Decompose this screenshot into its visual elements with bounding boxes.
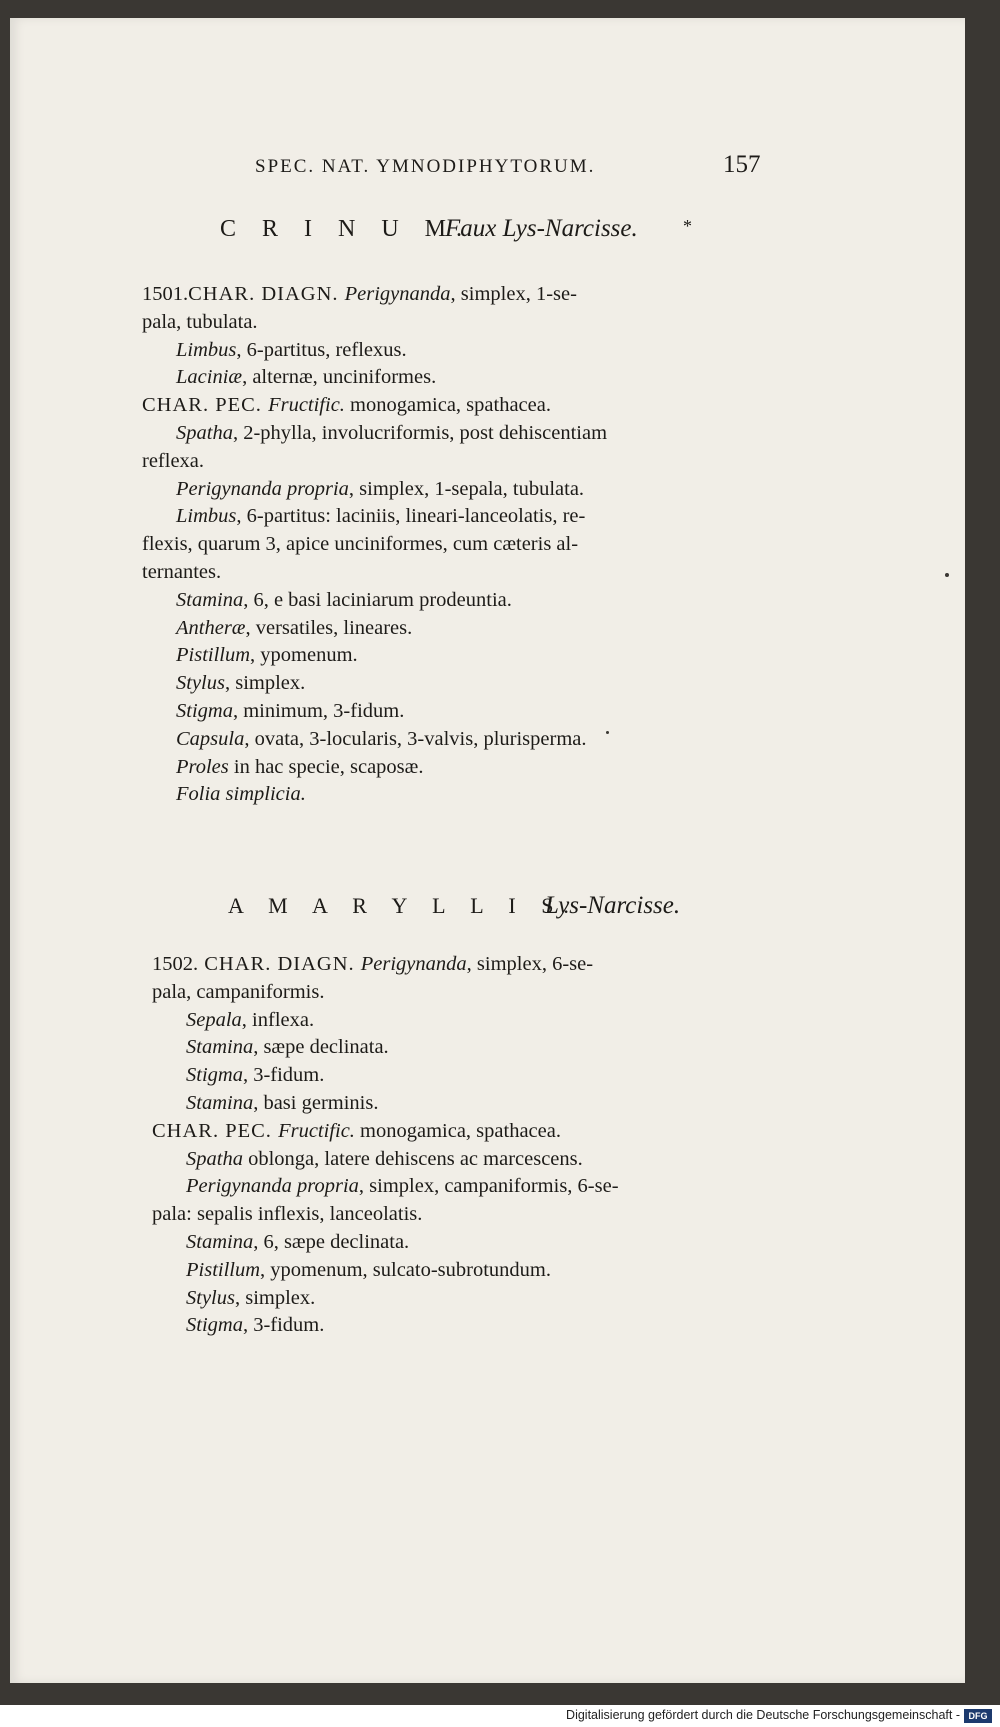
description: , simplex, 1-se-	[450, 283, 577, 305]
term: Fructific.	[268, 394, 345, 417]
section-title-amaryllis: A M A R Y L L I S.	[228, 893, 579, 918]
term: Perigynanda	[360, 953, 467, 975]
description: , inflexa.	[241, 1008, 315, 1031]
text-line	[176, 419, 607, 447]
text-line	[142, 530, 578, 558]
description: , versatiles, lineares.	[245, 616, 413, 639]
line-text: pala: sepalis inflexis, lanceolatis.	[152, 1203, 423, 1226]
ink-speck	[606, 731, 609, 734]
term: Stamina	[186, 1092, 254, 1114]
term: Antheræ	[176, 616, 246, 639]
section-vernacular-crinum: Faux Lys-Narcisse.	[445, 215, 638, 242]
text-line	[176, 336, 407, 364]
book-page	[10, 18, 965, 1683]
description: , 6-partitus, reflexus.	[236, 338, 407, 361]
entry-number: 1501.	[142, 283, 189, 305]
text-line	[142, 308, 258, 336]
text-line	[186, 1284, 315, 1312]
text-line	[176, 780, 306, 808]
term: Stamina	[186, 1036, 254, 1059]
text-line	[186, 1311, 324, 1339]
section-title-crinum: C R I N U M.	[220, 216, 473, 242]
text-line	[186, 1061, 324, 1089]
description: monogamica, spathacea.	[344, 394, 551, 417]
line-text: ternantes.	[142, 561, 222, 583]
text-line	[176, 669, 305, 697]
running-head-title: SPEC. NAT. YMNODIPHYTORUM.	[255, 156, 596, 177]
text-line	[186, 1006, 314, 1034]
text-line	[152, 950, 593, 978]
term: Stigma	[186, 1314, 243, 1337]
char-label: CHAR. DIAGN.	[198, 953, 361, 975]
term: Limbus	[176, 338, 237, 361]
term: Proles	[176, 755, 229, 778]
text-line	[186, 1172, 619, 1200]
description: , simplex, campaniformis, 6-se-	[358, 1175, 619, 1198]
asterisk-mark: *	[683, 216, 692, 236]
description: , 6, sæpe declinata.	[253, 1231, 410, 1253]
text-line	[176, 363, 436, 391]
description: , simplex, 6-se-	[466, 953, 594, 975]
description: , 6-partitus: laciniis, lineari-lanceolatis, re-	[236, 505, 586, 528]
text-line	[142, 280, 577, 308]
text-line	[152, 978, 324, 1006]
description: , minimum, 3-fidum.	[232, 700, 405, 722]
line-text: pala, tubulata.	[142, 310, 258, 333]
term: Stylus	[176, 672, 225, 695]
description: , simplex.	[224, 672, 306, 695]
term: Limbus	[176, 505, 237, 528]
description: , ypomenum.	[250, 644, 358, 667]
text-line	[186, 1228, 409, 1256]
description: , basi germinis.	[253, 1092, 379, 1114]
term: Pistillum	[186, 1258, 261, 1281]
description: monogamica, spathacea.	[354, 1119, 561, 1142]
text-line	[176, 697, 404, 725]
description: in hac specie, scaposæ.	[228, 755, 424, 778]
description: , simplex.	[234, 1286, 316, 1309]
section-vernacular-amaryllis: Lys-Narcisse.	[545, 892, 681, 919]
dfg-logo: DFG	[964, 1709, 992, 1723]
text-line	[176, 586, 512, 614]
entry-number: 1502.	[152, 953, 199, 975]
term: Capsula	[176, 727, 245, 750]
text-line	[176, 502, 585, 530]
page-number: 157	[723, 151, 761, 178]
text-line	[142, 447, 204, 475]
char-label: CHAR. PEC.	[152, 1119, 279, 1142]
term: Stamina	[176, 588, 244, 611]
text-line	[186, 1145, 583, 1173]
text-line	[186, 1089, 378, 1117]
text-line	[176, 614, 412, 642]
description: , 6, e basi laciniarum prodeuntia.	[243, 588, 512, 611]
term: Spatha	[186, 1147, 243, 1170]
description: oblonga, latere dehiscens ac marcescens.	[242, 1147, 583, 1170]
description: , ovata, 3-locularis, 3-valvis, plurisperma.	[244, 727, 587, 750]
term: Stigma	[186, 1064, 243, 1087]
description: , alternæ, unciniformes.	[242, 366, 437, 389]
text-line	[176, 641, 358, 669]
text-line	[186, 1256, 551, 1284]
description: , 2-phylla, involucriformis, post dehiscentiam	[232, 422, 608, 444]
term: Perigynanda	[344, 283, 451, 305]
term: Stylus	[186, 1286, 235, 1309]
term: Perigynanda propria	[186, 1175, 359, 1198]
text-line	[152, 1117, 561, 1145]
term: Perigynanda propria	[176, 477, 349, 500]
footer-bar	[0, 1705, 1000, 1727]
term: Sepala	[186, 1008, 242, 1031]
text-line	[142, 558, 221, 586]
char-label: CHAR. DIAGN.	[188, 283, 345, 305]
text-line	[186, 1033, 389, 1061]
term: Stamina	[186, 1231, 254, 1253]
line-text: flexis, quarum 3, apice unciniformes, cum cæteris al-	[142, 533, 579, 556]
text-line	[176, 725, 587, 753]
text-line	[176, 475, 584, 503]
description: , simplex, 1-sepala, tubulata.	[348, 477, 585, 500]
line-text: pala, campaniformis.	[152, 980, 325, 1003]
term: Folia simplicia.	[176, 783, 306, 806]
description: , sæpe declinata.	[253, 1036, 389, 1059]
description: , 3-fidum.	[242, 1064, 325, 1087]
term: Fructific.	[278, 1119, 355, 1142]
char-label: CHAR. PEC.	[142, 394, 269, 417]
line-text: reflexa.	[142, 449, 205, 472]
text-line	[176, 753, 423, 781]
description: , ypomenum, sulcato-subrotundum.	[260, 1258, 552, 1281]
term: Laciniæ	[176, 366, 243, 389]
term: Spatha	[176, 422, 233, 444]
text-line	[152, 1200, 422, 1228]
term: Pistillum	[176, 644, 251, 667]
ink-speck	[945, 573, 949, 577]
footer-credit: Digitalisierung gefördert durch die Deutsche Forschungsgemeinschaft -	[566, 1708, 960, 1722]
text-line	[142, 391, 551, 419]
description: , 3-fidum.	[242, 1314, 325, 1337]
term: Stigma	[176, 700, 233, 722]
